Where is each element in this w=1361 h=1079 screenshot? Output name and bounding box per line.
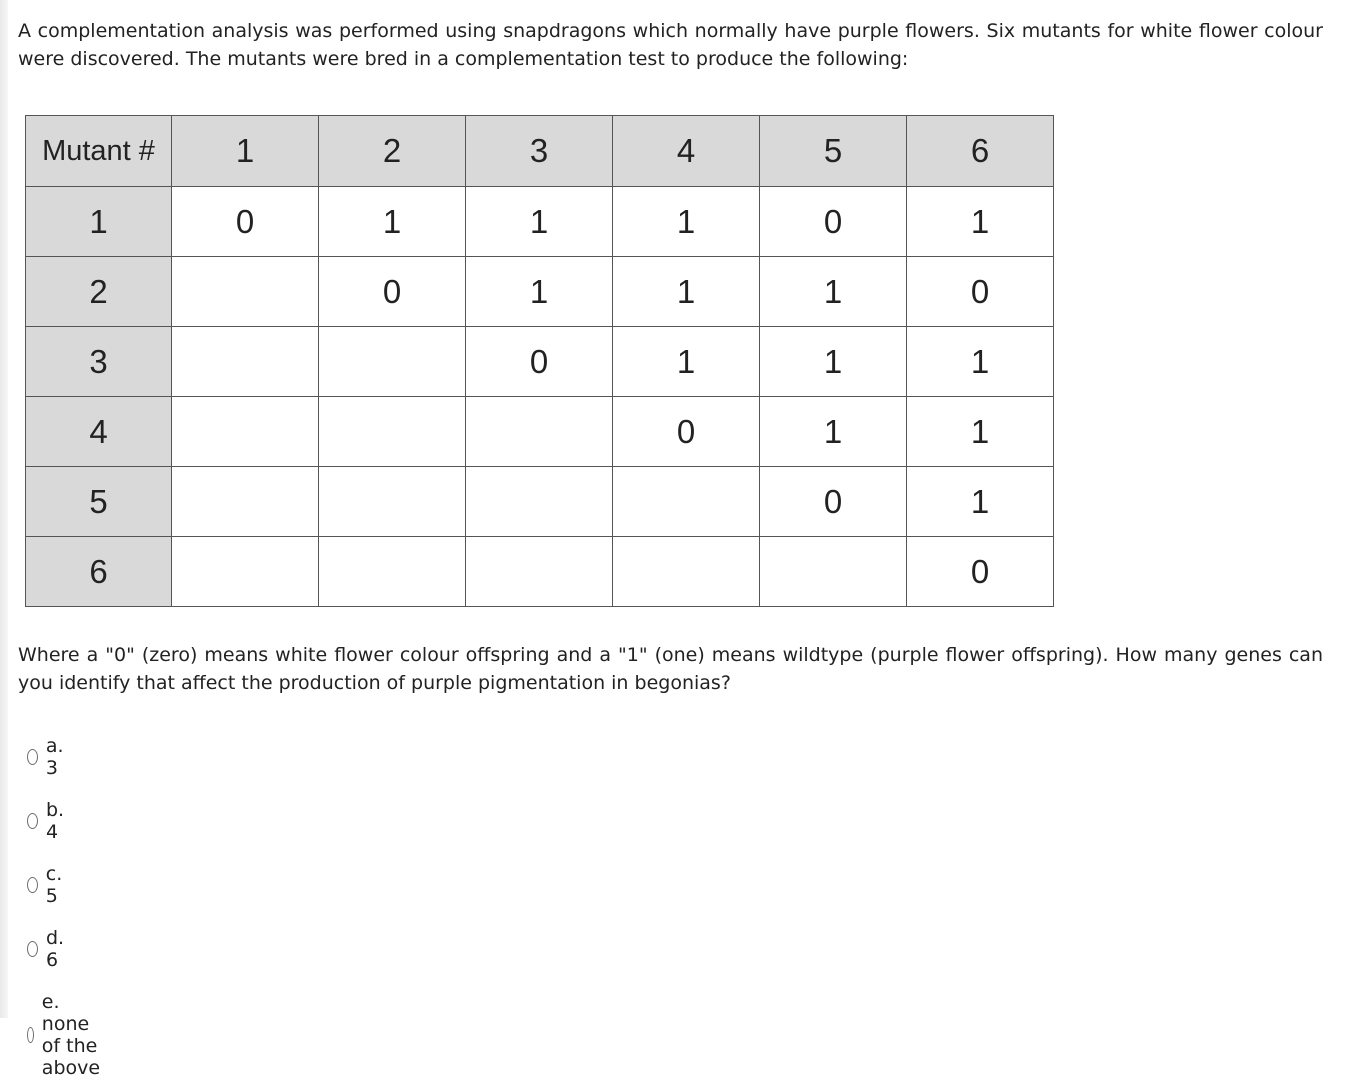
question-prompt: Where a "0" (zero) means white flower colour offspring and a "1" (one) means wildtype (purple flower offspring). How many genes can you identify that affect the production of purple pigmentation in begonias?	[18, 644, 1323, 694]
column-header: 5	[760, 116, 907, 187]
answer-option-a[interactable]	[27, 735, 69, 779]
table-cell	[172, 467, 319, 537]
table-cell: 1	[613, 187, 760, 257]
radio-button[interactable]	[27, 877, 38, 893]
table-cell: 1	[760, 257, 907, 327]
answer-option-c[interactable]	[27, 863, 68, 907]
answer-option-b[interactable]	[27, 799, 69, 843]
row-header: 2	[26, 257, 172, 327]
table-cell: 1	[907, 397, 1054, 467]
answer-option-label: d. 6	[45, 927, 65, 971]
table-cell	[319, 467, 466, 537]
table-cell	[466, 537, 613, 607]
answer-option-label: b. 4	[45, 799, 65, 843]
answer-option-e[interactable]	[27, 991, 109, 1079]
table-cell: 1	[907, 467, 1054, 537]
table-cell: 1	[613, 257, 760, 327]
table-cell	[172, 327, 319, 397]
column-header: 2	[319, 116, 466, 187]
complementation-table-wrap	[25, 115, 1054, 607]
table-cell: 1	[760, 397, 907, 467]
table-header-row	[26, 116, 1054, 187]
column-header: 6	[907, 116, 1054, 187]
row-header: 5	[26, 467, 172, 537]
table-cell: 0	[319, 257, 466, 327]
table-cell: 1	[613, 327, 760, 397]
question-intro: A complementation analysis was performed using snapdragons which normally have purple flowers. Six mutants for white flower colour were discovered. The mutants were bred in a complementation test to produce the following:	[18, 20, 1323, 70]
table-cell	[613, 537, 760, 607]
table-row	[26, 537, 1054, 607]
answer-option-label: e. none of the above	[41, 991, 101, 1079]
table-cell: 1	[907, 327, 1054, 397]
table-cell	[760, 537, 907, 607]
answer-option-label: c. 5	[45, 863, 63, 907]
table-row	[26, 257, 1054, 327]
row-header: 4	[26, 397, 172, 467]
answer-option-d[interactable]	[27, 927, 69, 971]
radio-button[interactable]	[27, 813, 38, 829]
table-cell: 0	[172, 187, 319, 257]
table-cell	[319, 327, 466, 397]
table-row	[26, 467, 1054, 537]
table-cell	[319, 397, 466, 467]
column-header: 3	[466, 116, 613, 187]
column-header: 4	[613, 116, 760, 187]
table-cell: 1	[760, 327, 907, 397]
table-row	[26, 327, 1054, 397]
answer-option-label: a. 3	[45, 735, 64, 779]
table-corner-header: Mutant #	[26, 116, 172, 187]
radio-button[interactable]	[27, 749, 38, 765]
table-cell: 0	[907, 537, 1054, 607]
table-cell	[613, 467, 760, 537]
table-cell: 0	[907, 257, 1054, 327]
column-header: 1	[172, 116, 319, 187]
page-gutter	[0, 0, 8, 1018]
table-cell	[319, 537, 466, 607]
table-cell: 1	[907, 187, 1054, 257]
table-cell	[466, 397, 613, 467]
table-cell: 0	[613, 397, 760, 467]
table-cell: 1	[319, 187, 466, 257]
table-cell	[172, 537, 319, 607]
table-cell: 0	[760, 187, 907, 257]
table-cell	[466, 467, 613, 537]
radio-button[interactable]	[27, 941, 38, 957]
table-row	[26, 397, 1054, 467]
row-header: 1	[26, 187, 172, 257]
table-cell: 1	[466, 257, 613, 327]
complementation-table	[25, 115, 1054, 607]
table-cell: 0	[466, 327, 613, 397]
radio-button[interactable]	[27, 1027, 34, 1043]
table-cell: 1	[466, 187, 613, 257]
table-cell	[172, 397, 319, 467]
table-cell: 0	[760, 467, 907, 537]
row-header: 6	[26, 537, 172, 607]
table-row	[26, 187, 1054, 257]
table-cell	[172, 257, 319, 327]
row-header: 3	[26, 327, 172, 397]
